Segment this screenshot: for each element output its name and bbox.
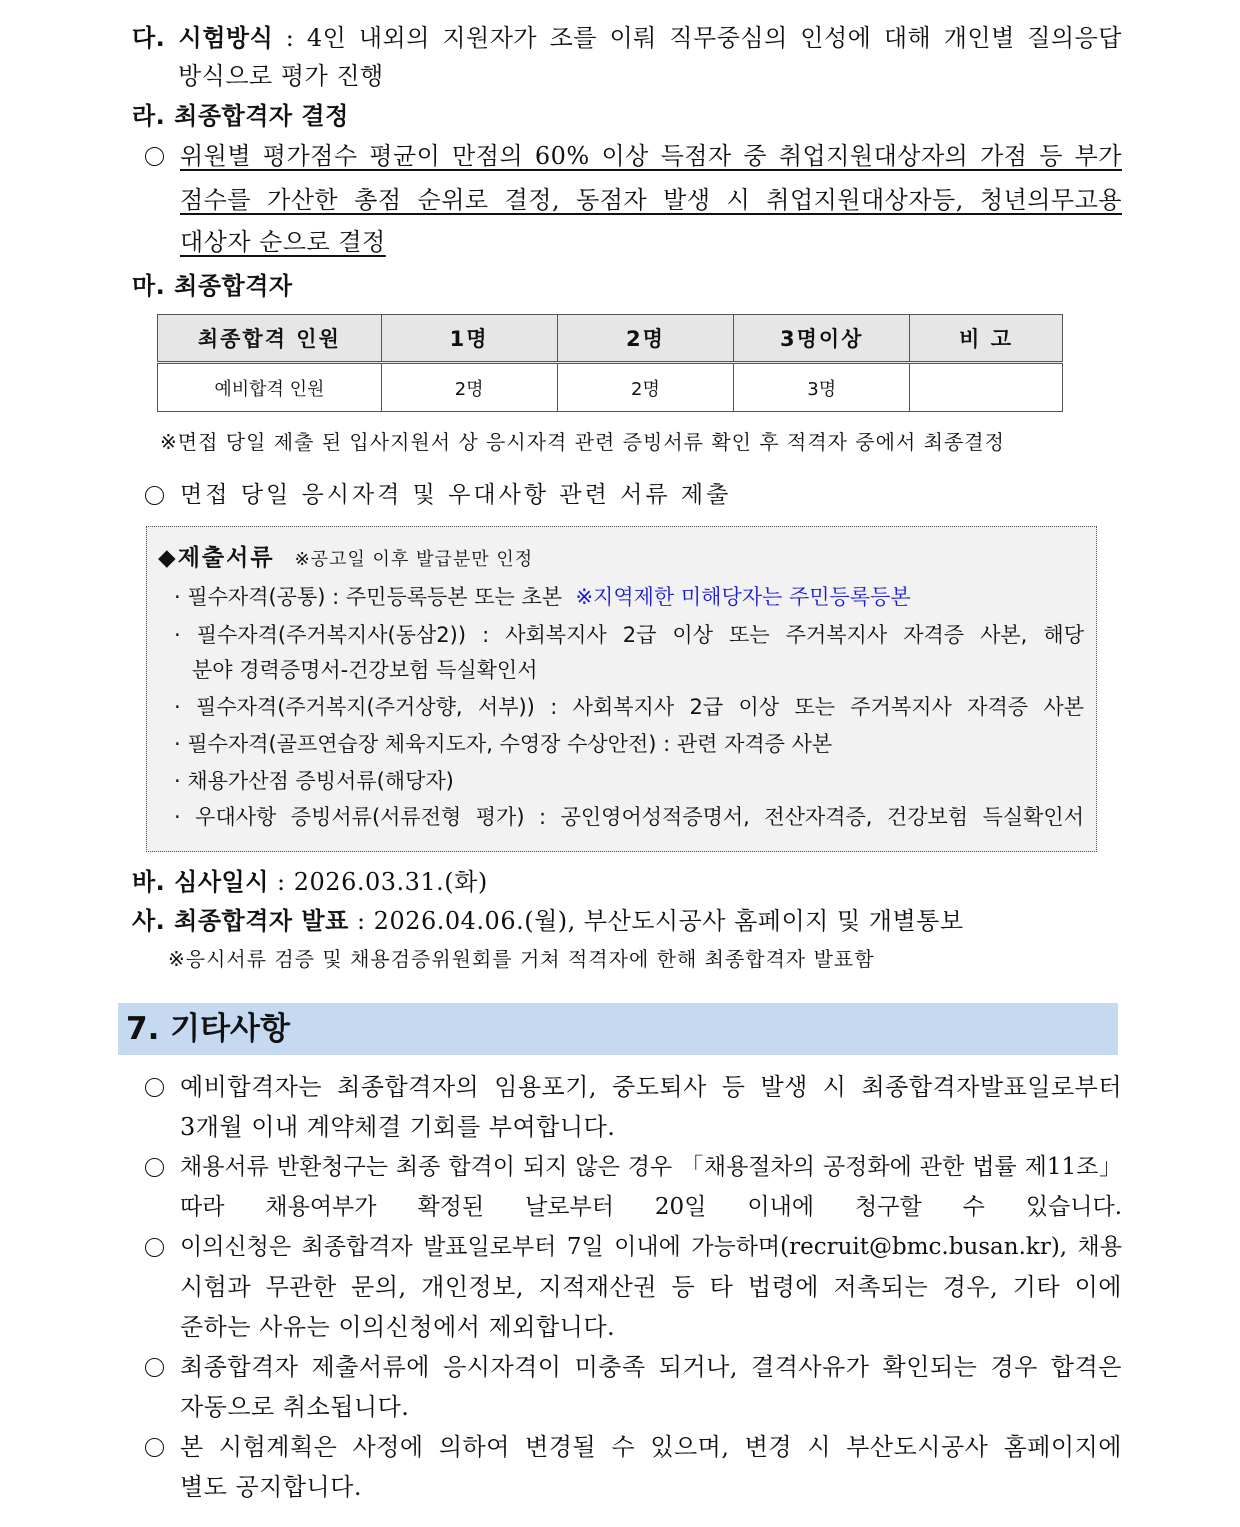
circle-bullet-icon [145, 1078, 164, 1097]
doc-item-4: · 필수자격(골프연습장 체육지도자, 수영장 수상안전) : 관련 자격증 사본 [174, 732, 833, 756]
review-date-label: 바. 심사일시 [132, 868, 269, 896]
table-header-cell: 비 고 [910, 315, 1063, 363]
documents-box-title-line [158, 543, 533, 575]
section7-item2-line2: 따라 채용여부가 확정된 날로부터 20일 이내에 청구할 수 있습니다. [180, 1194, 1122, 1220]
circle-bullet-icon [145, 1438, 164, 1457]
section7-item1-line1: 예비합격자는 최종합격자의 임용포기, 중도퇴사 등 발생 시 최종합격자발표일로부터 [180, 1073, 1122, 1101]
table-cell: 2명 [381, 363, 557, 412]
announcement-label: 사. 최종합격자 발표 [132, 907, 349, 935]
section7-item3-line3: 준하는 사유는 이의신청에서 제외합니다. [180, 1313, 616, 1341]
final-pass-table [157, 314, 1063, 412]
documents-submit-text: 면접 당일 응시자격 및 우대사항 관련 서류 제출 [180, 482, 732, 508]
review-date-value: : 2026.03.31.(화) [277, 868, 488, 896]
section7-item2-line1: 채용서류 반환청구는 최종 합격이 되지 않은 경우 「채용절차의 공정화에 관한 법률 제11조」 [180, 1154, 1122, 1180]
section7-item3-line2: 시험과 무관한 문의, 개인정보, 지적재산권 등 타 법령에 저촉되는 경우, 기타 이에 [180, 1273, 1122, 1301]
circle-bullet-icon [145, 1238, 164, 1257]
exam-method-label: 다. 시험방식 [132, 24, 274, 52]
circle-bullet-icon [145, 486, 164, 505]
exam-method-text: : 4인 내외의 지원자가 조를 이뤄 직무중심의 인성에 대해 개인별 질의응답 [285, 24, 1122, 52]
final-decision-line3: 대상자 순으로 결정 [180, 228, 386, 256]
table-header-cell: 3명이상 [734, 315, 910, 363]
section7-item4-line1: 최종합격자 제출서류에 응시자격이 미충족 되거나, 결격사유가 확인되는 경우 합격은 [180, 1353, 1122, 1381]
doc-item-3: · 필수자격(주거복지(주거상향, 서부)) : 사회복지사 2급 이상 또는 주거복지사 자격증 사본 [174, 695, 1084, 719]
final-table-label: 마. 최종합격자 [132, 272, 293, 300]
exam-method-line1 [132, 22, 1122, 56]
section7-item3-line1: 이의신청은 최종합격자 발표일로부터 7일 이내에 가능하며(recruit@bmc.busan.kr), 채용 [180, 1234, 1122, 1260]
announcement-note: ※응시서류 검증 및 채용검증위원회를 거쳐 적격자에 한해 최종합격자 발표함 [168, 947, 875, 971]
final-decision-label: 라. 최종합격자 결정 [132, 102, 349, 130]
circle-bullet-icon [145, 147, 164, 166]
doc-item-2-line1: · 필수자격(주거복지사(동삼2)) : 사회복지사 2급 이상 또는 주거복지사 자격증 사본, 해당 [174, 623, 1084, 647]
circle-bullet-icon [145, 1158, 164, 1177]
section7-item5-line1: 본 시험계획은 사정에 의하여 변경될 수 있으며, 변경 시 부산도시공사 홈페이지에 [180, 1433, 1122, 1461]
documents-box-title-note: ※공고일 이후 발급분만 인정 [294, 549, 534, 570]
section7-item4-line2: 자동으로 취소됩니다. [180, 1393, 410, 1421]
table-cell [910, 363, 1063, 412]
documents-box-title: ◆제출서류 [158, 545, 275, 571]
section7-title: 7. 기타사항 [126, 1011, 290, 1047]
section7-item5-line2: 별도 공지합니다. [180, 1473, 363, 1501]
section7-item1-line2: 3개월 이내 계약체결 기회를 부여합니다. [180, 1113, 616, 1141]
table-cell: 예비합격 인원 [158, 363, 382, 412]
table-header-cell: 2명 [557, 315, 734, 363]
table-header-cell: 1명 [381, 315, 557, 363]
section7-header [118, 1003, 1118, 1055]
exam-method-line2: 방식으로 평가 진행 [178, 62, 384, 90]
doc-item-1-note: ※지역제한 미해당자는 주민등록등본 [575, 585, 911, 609]
review-date-line [132, 866, 488, 898]
announcement-value: : 2026.04.06.(월), 부산도시공사 홈페이지 및 개별통보 [356, 907, 964, 935]
table-header-row [158, 315, 1063, 363]
table-cell: 3명 [734, 363, 910, 412]
table-row [158, 363, 1063, 412]
final-decision-line1: 위원별 평가점수 평균이 만점의 60% 이상 득점자 중 취업지원대상자의 가점 등 부가 [180, 142, 1122, 170]
table-header-cell: 최종합격 인원 [158, 315, 382, 363]
circle-bullet-icon [145, 1358, 164, 1377]
table-cell: 2명 [557, 363, 734, 412]
doc-item-5: · 채용가산점 증빙서류(해당자) [174, 769, 454, 793]
doc-item-1 [174, 582, 911, 612]
final-table-note: ※면접 당일 제출 된 입사지원서 상 응시자격 관련 증빙서류 확인 후 적격자 중에서 최종결정 [160, 430, 1005, 454]
doc-item-1-main: · 필수자격(공통) : 주민등록등본 또는 초본 [174, 585, 563, 609]
doc-item-2-line2: 분야 경력증명서-건강보험 득실확인서 [192, 658, 538, 682]
announcement-line [132, 905, 964, 937]
doc-item-6: · 우대사항 증빙서류(서류전형 평가) : 공인영어성적증명서, 전산자격증, 건강보험 득실확인서 [174, 805, 1084, 829]
final-decision-line2: 점수를 가산한 총점 순위로 결정, 동점자 발생 시 취업지원대상자등, 청년의무고용 [180, 186, 1122, 214]
